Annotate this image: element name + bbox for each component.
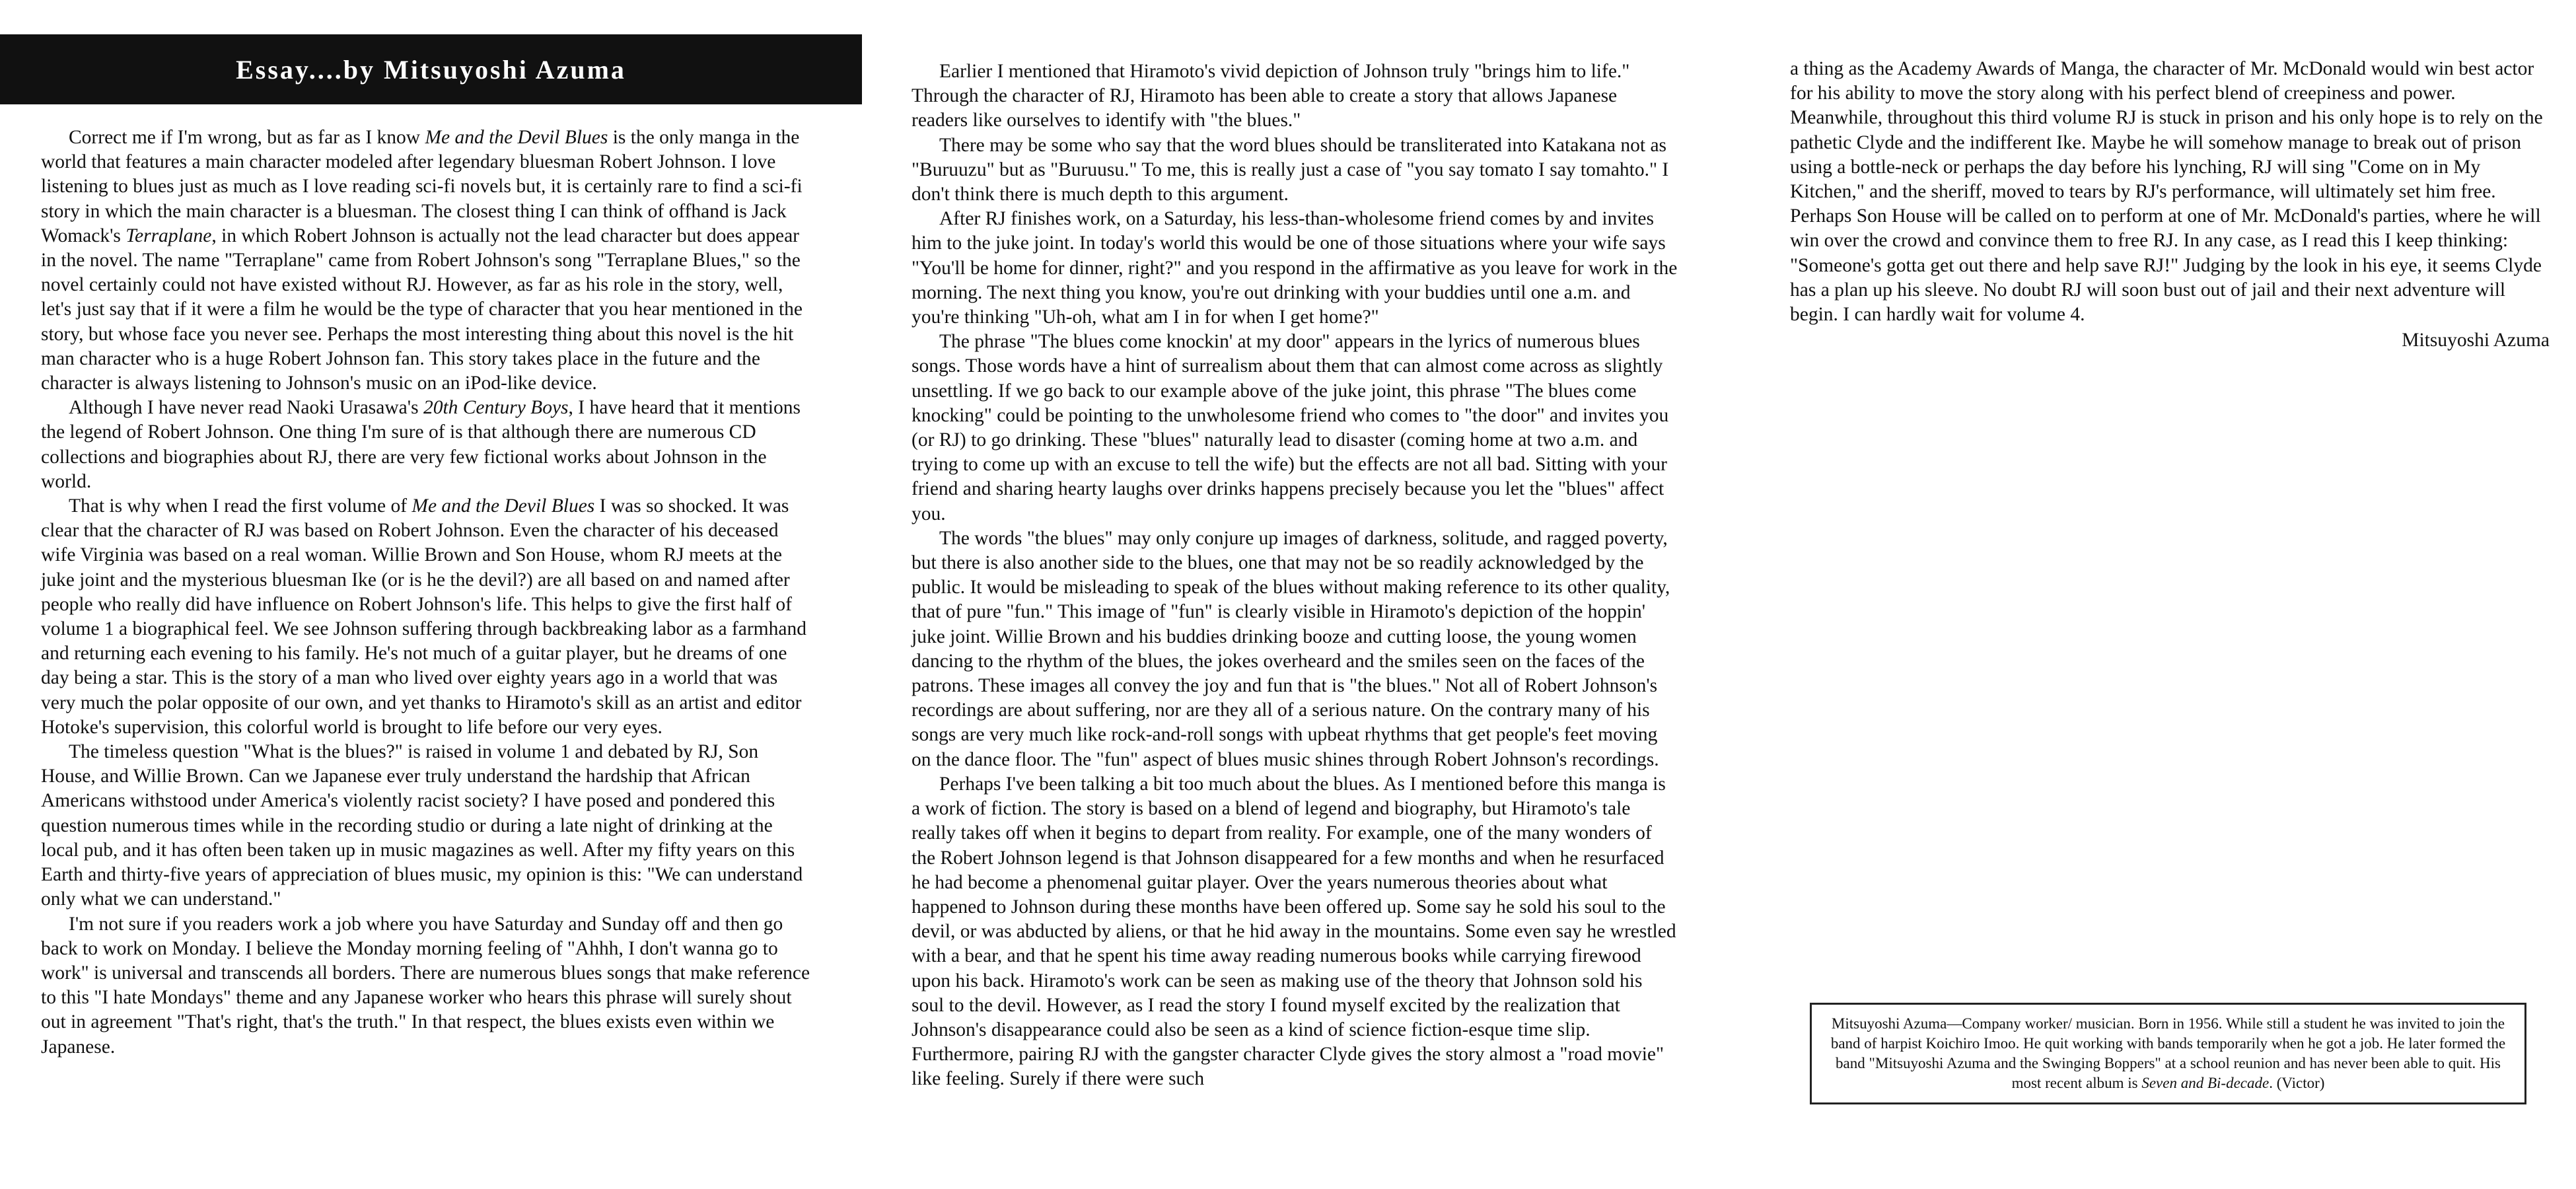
column-right-text	[1790, 57, 2550, 353]
manga-title: Me and the Devil Blues	[425, 127, 608, 148]
paragraph: I'm not sure if you readers work a job where you have Saturday and Sunday off and then go back to work on Monday. I believe the Monday morning feeling of "Ahhh, I don't wanna go to work" is universal and transcends all borders. There are numerous blues songs that make reference to this "I hate Mondays" theme and any Japanese worker who hears this phrase will surely shout out in agreement "That's right, that's the truth." In that respect, the blues exists even within we Japanese.	[41, 913, 810, 1058]
column-middle-text	[912, 59, 1678, 1092]
paragraph: a thing as the Academy Awards of Manga, the character of Mr. McDonald would win best actor for his ability to move the story along with his perfect blend of creepiness and power. Meanwhile, throughout this third volume RJ is stuck in prison and his only hope is to rely on the pathetic Clyde and the indifferent Ike. Maybe he will somehow manage to break out of prison using a bottle-neck or perhaps the day before his lynching, RJ will sing "Come on in My Kitchen," and the sheriff, moved to tears by RJ's performance, will ultimately set him free. Perhaps Son House will be called on to perform at one of Mr. McDonald's parties, where he will win over the crowd and convince them to free RJ. In any case, as I read this I keep thinking: "Someone's gotta get out there and help save RJ!" Judging by the look in his eye, it seems Clyde has a plan up his sleeve. No doubt RJ will soon bust out of jail and their next adventure will begin. I can hardly wait for volume 4.	[1790, 58, 2543, 326]
paragraph: There may be some who say that the word blues should be transliterated into Katakana not as "Buruuzu" but as "Buruusu." To me, this is really just a case of "you say tomato I say tomahto." I don't think there is much depth to this argument.	[912, 134, 1669, 205]
paragraph: Perhaps I've been talking a bit too much about the blues. As I mentioned before this manga is a work of fiction. The story is based on a blend of legend and biography, but Hiramoto's tale really takes off when it begins to depart from reality. For example, one of the many wonders of the Robert Johnson legend is that Johnson disappeared for a few months and when he resurfaced he had become a phenomenal guitar player. Over the years numerous theories about what happened to Johnson during these months have been offered up. Some say he sold his soul to the devil, or was abducted by aliens, or that he hid away in the mountains. Some even say he wrestled with a bear, and that he spent his time away reading numerous books while carrying firewood upon his back. Hiramoto's work can be seen as making use of the theory that Johnson sold his soul to the devil. However, as I read the story I found myself excited by the realization that Johnson's disappearance could also be seen as a kind of science fiction-esque time slip. Furthermore, pairing RJ with the gangster character Clyde gives the story almost a "road movie" like feeling. Surely if there were such	[912, 773, 1676, 1090]
manga-title: 20th Century Boys	[423, 397, 569, 419]
author-bio-box: Mitsuyoshi Azuma—Company worker/ musician. Born in 1956. While still a student he was invited to join the band of harpist Koichiro Imoo. He quit working with bands temporarily when he got a job. He later formed the band "Mitsuyoshi Azuma and the Swinging Boppers" at a school reunion and has never been able to quit. His most recent album is Seven and Bi-decade. (Victor)	[1810, 1003, 2526, 1104]
essay-header-bar	[0, 34, 862, 104]
essay-title: Essay....by Mitsuyoshi Azuma	[236, 54, 626, 85]
manga-title: Me and the Devil Blues	[411, 495, 595, 517]
paragraph: The words "the blues" may only conjure up images of darkness, solitude, and ragged poverty, but there is also another side to the blues, one that may not be so readily acknowledged by the public. It would be misleading to speak of the blues without making reference to its other quality, that of pure "fun." This image of "fun" is clearly visible in Hiramoto's depiction of the hoppin' juke joint. Willie Brown and his buddies drinking booze and cutting loose, the young women dancing to the rhythm of the blues, the jokes overheard and the smiles seen on the faces of the patrons. These images all convey the joy and fun that is "the blues." Not all of Robert Johnson's recordings are about suffering, nor are they all of a serious nature. On the contrary many of his songs are very much like rock-and-roll songs with upbeat rhythms that get people's feet moving on the dance floor. The "fun" aspect of blues music shines through Robert Johnson's recordings.	[912, 527, 1670, 770]
album-title: Seven and Bi-decade	[2141, 1075, 2270, 1091]
paragraph: Although I have never read Naoki Urasawa's 20th Century Boys, I have heard that it mentions the legend of Robert Johnson. One thing I'm sure of is that although there are numerous CD collections and biographies about RJ, there are very few fictional works about Johnson in the world.	[41, 397, 801, 492]
author-signature: Mitsuyoshi Azuma	[2402, 330, 2550, 351]
paragraph: After RJ finishes work, on a Saturday, his less-than-wholesome friend comes by and invites him to the juke joint. In today's world this would be one of those situations where your wife says "You'll be home for dinner, right?" and you respond in the affirmative as you leave for work in the morning. The next thing you know, you're out drinking with your buddies until one a.m. and you're thinking "Uh-oh, what am I in for when I get home?"	[912, 208, 1678, 328]
paragraph: That is why when I read the first volume of Me and the Devil Blues I was so shocked. It was clear that the character of RJ was based on Robert Johnson. Even the character of his deceased wife Virginia was based on a real woman. Willie Brown and Son House, whom RJ meets at the juke joint and the mysterious bluesman Ike (or is he the devil?) are all based on and named after people who really did have influence on Robert Johnson's life. This helps to give the first half of volume 1 a biographical feel. We see Johnson suffering through backbreaking labor as a farmhand and returning each evening to his family. He's not much of a guitar player, but he dreams of one day being a star. This is the story of a man who lived over eighty years ago in a world that was very much the polar opposite of our own, and yet thanks to Hiramoto's skill as an artist and editor Hotoke's supervision, this colorful world is brought to life before our very eyes.	[41, 495, 806, 738]
paragraph: Correct me if I'm wrong, but as far as I know Me and the Devil Blues is the only manga in the world that features a main character modeled after legendary bluesman Robert Johnson. I love listening to blues just as much as I love reading sci-fi novels but, it is certainly rare to find a sci-fi story in which the main character is a bluesman. The closest thing I can think of offhand is Jack Womack's Terraplane, in which Robert Johnson is actually not the lead character but does appear in the novel. The name "Terraplane" came from Robert Johnson's song "Terraplane Blues," so the novel certainly could not have existed without RJ. However, as far as his role in the story, well, let's just say that if it were a film he would be the type of character that you hear mentioned in the story, but whose face you never see. Perhaps the most interesting thing about this novel is the hit man character who is a huge Robert Johnson fan. This story takes place in the future and the character is always listening to Johnson's music on an iPod-like device.	[41, 127, 803, 394]
column-left-text	[41, 126, 810, 1060]
novel-title: Terraplane	[125, 225, 212, 246]
paragraph: The phrase "The blues come knockin' at my door" appears in the lyrics of numerous blues songs. Those words have a hint of surrealism about them that can almost come across as slightly unsettling. If we go back to our example above of the juke joint, this phrase "The blues come knocking" could be pointing to the unwholesome friend who comes to "the door" and invites you (or RJ) to go drinking. These "blues" naturally lead to disaster (coming home at two a.m. and trying to come up with an excuse to tell the wife) but the effects are not all bad. Sitting with your friend and sharing hearty laughs over drinks happens precisely because you let the "blues" affect you.	[912, 331, 1669, 524]
paragraph: The timeless question "What is the blues?" is raised in volume 1 and debated by RJ, Son House, and Willie Brown. Can we Japanese ever truly understand the hardship that African Americans withstood under America's violently racist society? I have posed and pondered this question numerous times while in the recording studio or during a late night of drinking at the local pub, and it has often been taken up in music magazines as well. After my fifty years on this Earth and thirty-five years of appreciation of blues music, my opinion is this: "We can understand only what we can understand."	[41, 741, 803, 910]
paragraph: Earlier I mentioned that Hiramoto's vivid depiction of Johnson truly "brings him to life." Through the character of RJ, Hiramoto has been able to create a story that allows Japanese readers like ourselves to identify with "the blues."	[912, 61, 1630, 131]
